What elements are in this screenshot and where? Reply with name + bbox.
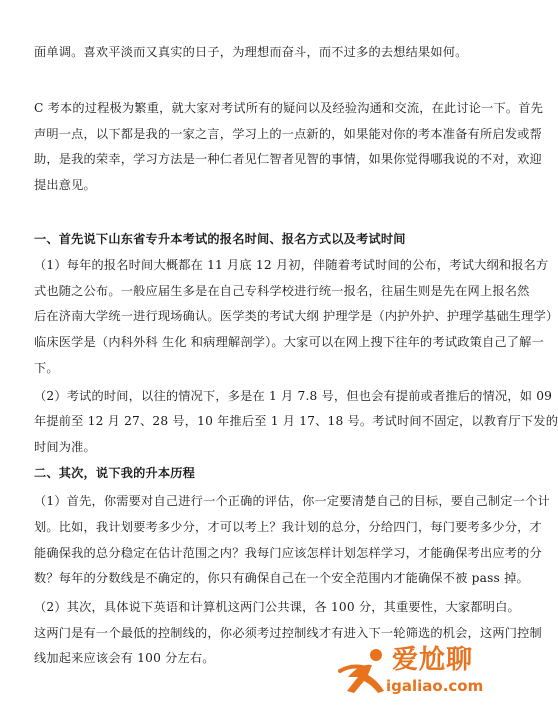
paragraph-line: 能确保我的总分稳定在估计范围之内？我每门应该怎样计划怎样学习，才能确保考出应考的分 <box>34 546 542 560</box>
paragraph-line: 临床医学是（内科外科 生化 和病理解剖学）。大家可以在网上搜下往年的考试政策自己了解一 <box>34 335 544 349</box>
paragraph-line: 年提前至 12 月 27、28 号，10 年推后至 1 月 17、18 号。考试时间不固定，以教育厅下发的 <box>34 414 558 428</box>
paragraph-line: 时间为准。 <box>34 440 96 454</box>
paragraph-line: 面单调。喜欢平淡而又真实的日子，为理想而奋斗，而不过多的去想结果如何。 <box>34 45 468 59</box>
paragraph-line: 声明一点，以下都是我的一家之言，学习上的一点新的，如果能对你的考本准备有所启发或帮 <box>34 127 542 141</box>
watermark-url: igaliao.com <box>386 677 484 695</box>
paragraph-line: （1）每年的报名时间大概都在 11 月底 12 月初，伴随着考试时间的公布，考试大纲和报名方 <box>34 258 549 272</box>
paragraph-line: （2）考试的时间，以往的情况下，多是在 1 月 7.8 号，但也会有提前或者推后的情况，如 09 <box>34 389 553 403</box>
paragraph-line: 助，是我的荣幸，学习方法是一种仁者见仁智者见智的事情，如果你觉得哪我说的不对，欢迎 <box>34 152 542 166</box>
paragraph-line: 划。比如，我计划要考多少分，才可以考上？我计划的总分，分给四门，每门要考多少分，才 <box>34 520 542 534</box>
watermark-brand: 爱尬聊 <box>392 645 474 675</box>
paragraph-line: 提出意见。 <box>34 178 96 192</box>
paragraph-line: 这两门是有一个最低的控制线的，你必须考过控制线才有进入下一轮筛选的机会，这两门控制 <box>34 626 542 640</box>
paragraph-line: 下。 <box>34 361 59 375</box>
running-figure-logo-icon <box>334 641 394 701</box>
paragraph-line: 线加起来应该会有 100 分左右。 <box>34 651 215 665</box>
section-heading: 二、其次，说下我的升本历程 <box>34 466 196 480</box>
paragraph-line: C 考本的过程极为繁重，就大家对考试所有的疑问以及经验沟通和交流，在此讨论一下。首先 <box>34 101 544 115</box>
paragraph-line: 式也随之公布。一般应届生多是在自己专科学校进行统一报名，往届生则是先在网上报名然 <box>34 284 530 298</box>
paragraph-line: （1）首先，你需要对自己进行一个正确的评估，你一定要清楚自己的目标，要自己制定一个计 <box>34 494 550 508</box>
paragraph-line: 后在济南大学统一进行现场确认。医学类的考试大纲 护理学是（内护外护、护理学基础生理学） <box>34 309 558 323</box>
paragraph-line: （2）其次，具体说下英语和计算机这两门公共课，各 100 分，其重要性，大家都明白。 <box>34 600 520 614</box>
site-watermark <box>334 641 494 701</box>
paragraph-line: 数？每年的分数线是不确定的，你只有确保自己在一个安全范围内才能确保不被 pass 掉。 <box>34 571 529 585</box>
section-heading: 一、首先说下山东省专升本考试的报名时间、报名方式以及考试时间 <box>34 232 406 246</box>
